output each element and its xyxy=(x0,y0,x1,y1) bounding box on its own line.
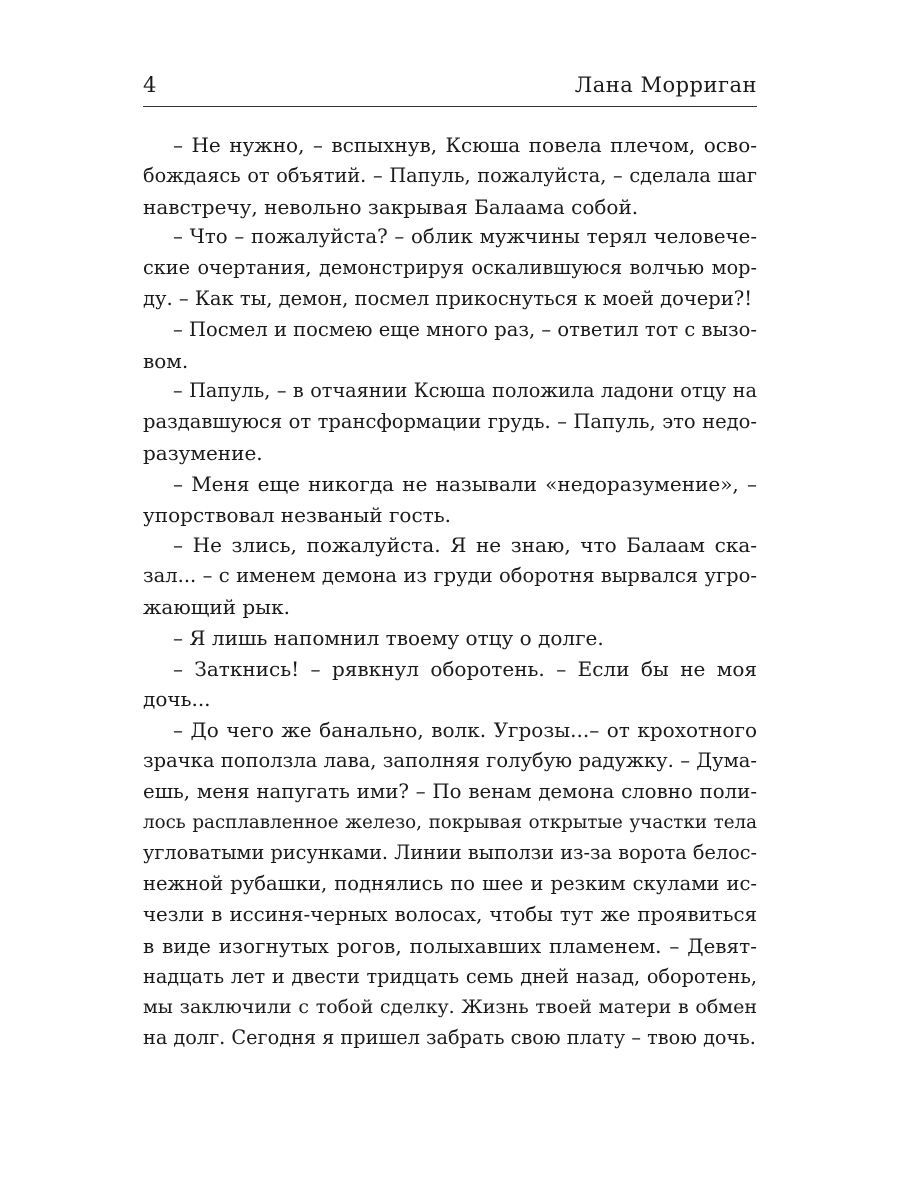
text-line: – Папуль, – в отчаянии Ксюша положила ладони отцу на xyxy=(173,379,757,403)
text-line: упорствовал незваный гость. xyxy=(143,502,451,527)
text-line: в виде изогнутых рогов, полыхавших пламенем. – Девят- xyxy=(143,933,757,958)
text-line: – Что – пожалуйста? – облик мужчины терял человече- xyxy=(173,225,757,249)
text-line: – Меня еще никогда не называли «недоразумение», – xyxy=(173,471,757,496)
text-line: навстречу, невольно закрывая Балаама собой. xyxy=(143,194,639,219)
text-line: нежной рубашки, поднялись по шее и резким скулами ис- xyxy=(143,872,757,896)
text-line: – Заткнись! – рявкнул оборотень. – Если бы не моя xyxy=(173,656,757,681)
page-header xyxy=(143,66,757,107)
text-line: – До чего же банально, волк. Угрозы...– от крохотного xyxy=(173,718,757,743)
text-line: вом. xyxy=(143,348,189,373)
text-line: ешь, меня напугать ими? – По венам демона словно поли- xyxy=(143,779,757,803)
text-line: зрачка поползла лава, заполняя голубую радужку. – Дума- xyxy=(143,748,757,772)
text-line: – Я лишь напомнил твоему отцу о долге. xyxy=(173,625,604,650)
text-line: зал... – с именем демона из груди оборотня вырвался угро- xyxy=(143,564,757,588)
text-line: лось расплавленное железо, покрывая открытые участки тела xyxy=(143,811,757,833)
text-line: – Посмел и посмею еще много раз, – ответил тот с вызо- xyxy=(173,317,757,341)
page-number: 4 xyxy=(143,73,157,97)
text-line: – Не злись, пожалуйста. Я не знаю, что Балаам ска- xyxy=(173,533,757,558)
text-line: на долг. Сегодня я пришел забрать свою плату – твою дочь. xyxy=(143,1026,756,1050)
text-line: – Не нужно, – вспыхнув, Ксюша повела плечом, осво- xyxy=(173,133,757,157)
text-line: бождаясь от объятий. – Папуль, пожалуйста, – сделала шаг xyxy=(143,163,757,187)
text-line: ские очертания, демонстрируя оскалившуюся волчью мор- xyxy=(143,256,757,280)
text-line: дочь... xyxy=(143,687,211,712)
text-line: жающий рык. xyxy=(143,594,290,619)
text-line: угловатыми рисунками. Линии выползи из-за ворота белос- xyxy=(143,841,757,865)
text-line: ду. – Как ты, демон, посмел прикоснуться к моей дочери?! xyxy=(143,286,753,310)
text-line: мы заключили с тобой сделку. Жизнь твоей матери в обмен xyxy=(143,996,757,1019)
text-line: разумение. xyxy=(143,440,263,465)
running-head-author: Лана Морриган xyxy=(574,73,757,97)
body-text xyxy=(143,130,757,1054)
text-line: надцать лет и двести тридцать семь дней назад, оборотень, xyxy=(143,964,757,988)
text-line: раздавшуюся от трансформации грудь. – Папуль, это недо- xyxy=(143,410,757,434)
text-line: чезли в иссиня-черных волосах, чтобы тут же проявиться xyxy=(143,902,757,926)
